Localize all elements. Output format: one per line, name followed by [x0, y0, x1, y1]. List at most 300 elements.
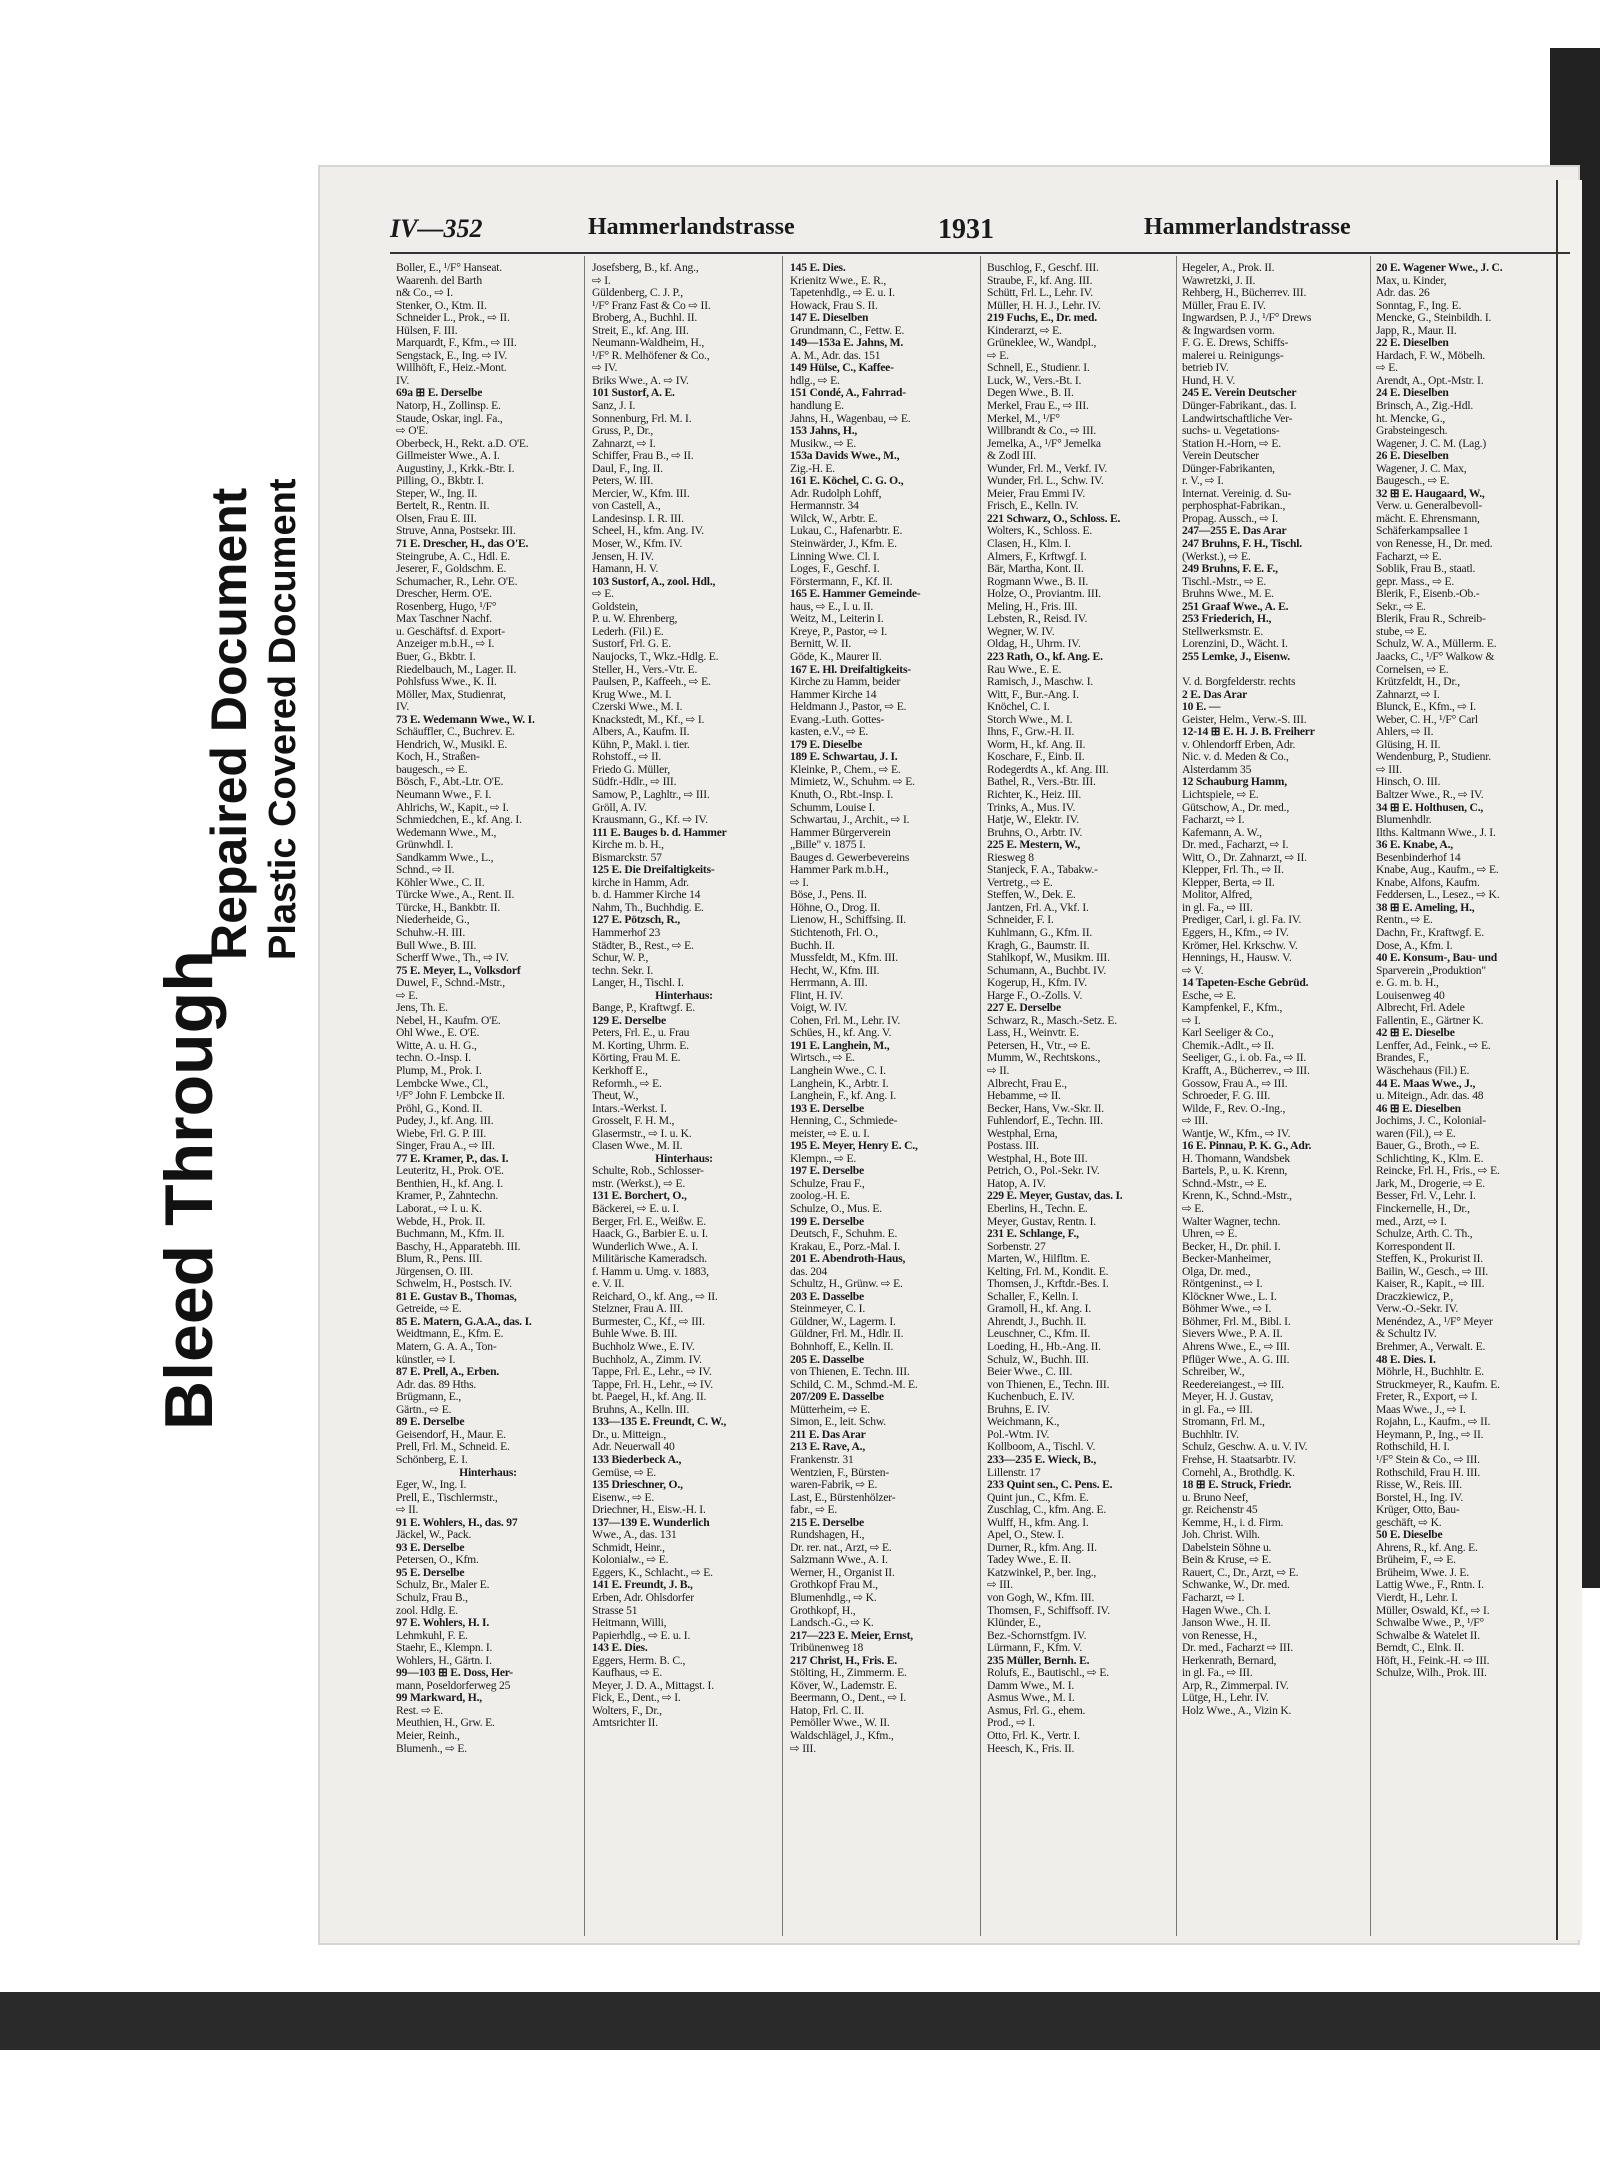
directory-entry: Müller, Frau E. IV. [1182, 299, 1266, 312]
directory-entry: Theut, W., [592, 1090, 639, 1103]
directory-entry: Körting, Frau M. E. [592, 1052, 681, 1065]
directory-entry: Neumann Wwe., F. I. [396, 788, 492, 801]
directory-entry: Kolonialw., ⇨ E. [592, 1554, 669, 1567]
directory-entry: Schnd.-Mstr., ⇨ E. [1182, 1177, 1267, 1190]
directory-entry: Gärtn., ⇨ E. [396, 1403, 452, 1416]
directory-entry: Cohen, Frl. M., Lehr. IV. [790, 1014, 901, 1027]
directory-entry: Schwartau, J., Archit., ⇨ I. [790, 814, 910, 827]
directory-entry: Blumenhdlg., ⇨ K. [790, 1591, 877, 1604]
directory-entry: künstler, ⇨ I. [396, 1353, 456, 1366]
directory-entry: Blum, R., Pens. III. [396, 1253, 483, 1266]
directory-entry: Joh. Christ. Wilh. [1182, 1529, 1260, 1542]
directory-entry: Buchh. II. [790, 939, 835, 952]
directory-entry: Oldag, H., Uhrm. IV. [987, 638, 1081, 651]
directory-entry: Lütge, H., Lehr. IV. [1182, 1692, 1269, 1705]
directory-entry: Wunderlich Wwe., A. I. [592, 1240, 698, 1253]
directory-entry: Pilling, O., Bkbtr. I. [396, 475, 484, 488]
directory-entry: Schnd., ⇨ II. [396, 864, 455, 877]
directory-entry: Merkel, M., ¹/F° [987, 412, 1060, 425]
directory-entry: Duwel, F., Schnd.-Mstr., [396, 977, 505, 990]
directory-entry: Friedo G. Müller, [592, 763, 670, 776]
directory-entry: ht. Mencke, G., [1376, 412, 1446, 425]
directory-entry: waren (Fil.), ⇨ E. [1376, 1127, 1456, 1140]
directory-entry: M. Korting, Uhrm. E. [592, 1039, 689, 1052]
directory-entry: f. Hamm u. Umg. v. 1883, [592, 1265, 709, 1278]
directory-entry: Peters, Frl. E., u. Frau [592, 1027, 690, 1040]
directory-entry: Wäschehaus (Fil.) E. [1376, 1065, 1470, 1077]
directory-entry: Dose, A., Kfm. I. [1376, 939, 1453, 952]
directory-entry: Weidtmann, E., Kfm. E. [396, 1328, 504, 1341]
directory-entry: Dr., u. Mitteign., [592, 1428, 667, 1441]
directory-entry: Heesch, K., Fris. II. [987, 1742, 1075, 1755]
directory-entry: 50 E. Dieselbe [1376, 1529, 1443, 1542]
directory-entry: Facharzt, ⇨ I. [1182, 1591, 1245, 1604]
directory-entry: Prell, E., Tischlermstr., [396, 1491, 498, 1504]
directory-entry: Kirche m. b. H., [592, 839, 664, 852]
directory-entry: Grothkopf Frau M., [790, 1579, 878, 1592]
directory-entry: 22 E. Dieselben [1376, 337, 1449, 350]
directory-entry: Gossow, Frau A., ⇨ III. [1182, 1077, 1288, 1090]
directory-entry: Krenn, K., Schnd.-Mstr., [1182, 1190, 1292, 1203]
directory-entry: 133—135 E. Freundt, C. W., [592, 1416, 727, 1429]
directory-entry: Papierhdlg., ⇨ E. u. I. [592, 1629, 691, 1642]
directory-entry: 221 Schwarz, O., Schloss. E. [987, 512, 1121, 525]
directory-entry: Krakau, E., Porz.-Mal. I. [790, 1240, 900, 1253]
directory-entry: Sievers Wwe., P. A. II. [1182, 1328, 1283, 1341]
directory-entry: Steper, W., Ing. II. [396, 487, 478, 500]
directory-entry: Wagener, J. C. M. (Lag.) [1376, 437, 1487, 450]
directory-entry: Steffen, K., Prokurist II. [1376, 1253, 1483, 1266]
directory-entry: Ahrens Wwe., E., ⇨ III. [1182, 1341, 1290, 1354]
page-number: IV—352 [390, 214, 483, 243]
directory-entry: Reformh., ⇨ E. [592, 1077, 662, 1090]
directory-entry: Ingwardsen, P. J., ¹/F° Drews [1182, 312, 1312, 325]
directory-entry: Holz Wwe., A., Vizin K. [1182, 1704, 1292, 1717]
directory-entry: 127 E. Pötzsch, R., [592, 914, 680, 927]
directory-entry: Verw.-O.-Sekr. IV. [1376, 1303, 1459, 1316]
directory-entry: Weber, C. H., ¹/F° Carl [1376, 713, 1478, 726]
directory-entry: Rogmann Wwe., B. II. [987, 575, 1089, 588]
directory-entry: Buchholz Wwe., E. IV. [592, 1341, 695, 1354]
directory-entry: Baschy, H., Apparatebh. III. [396, 1240, 521, 1253]
directory-entry: Langhein, F., kf. Ang. I. [790, 1090, 897, 1103]
directory-entry: Buschlog, F., Geschf. III. [987, 262, 1099, 274]
directory-entry: Albers, A., Kaufm. II. [592, 726, 690, 739]
directory-entry: 201 E. Abendroth-Haus, [790, 1253, 906, 1266]
directory-entry: techn. O.-Insp. I. [396, 1052, 471, 1065]
directory-entry: ¹/F° Franz Fast & Co ⇨ II. [592, 299, 711, 312]
directory-entry: handlung E. [790, 400, 844, 413]
directory-entry: Brandes, F., [1376, 1052, 1429, 1065]
directory-entry: Bernitt, W. II. [790, 638, 852, 651]
directory-entry: Bohnhoff, E., Kelln. II. [790, 1341, 894, 1354]
directory-entry: Petersen, H., Vtr., ⇨ E. [987, 1039, 1091, 1052]
directory-entry: ¹/F° Stein & Co., ⇨ III. [1376, 1453, 1480, 1466]
directory-entry: Hammer Bürgerverein [790, 826, 891, 839]
directory-entry: Wolters, K., Schloss. E. [987, 525, 1093, 538]
directory-entry: med., Arzt, ⇨ I. [1376, 1215, 1447, 1228]
directory-entry: 149—153a E. Jahns, M. [790, 337, 904, 350]
directory-entry: Rest. ⇨ E. [396, 1704, 444, 1717]
directory-entry: Buchhltr. IV. [1182, 1428, 1239, 1441]
directory-entry: 141 E. Freundt, J. B., [592, 1579, 693, 1592]
directory-entry: Blerik, F., Eisenb.-Ob.- [1376, 588, 1480, 601]
directory-entry: 2 E. Das Arar [1182, 688, 1248, 701]
directory-entry: Kinderarzt, ⇨ E. [987, 324, 1062, 337]
directory-entry: Schnell, E., Studienr. I. [987, 362, 1090, 375]
directory-entry: Merkel, Frau E., ⇨ III. [987, 400, 1089, 413]
directory-entry: Fallentin, E., Gärtner K. [1376, 1014, 1484, 1027]
directory-entry: Olsen, Frau E. III. [396, 512, 477, 525]
directory-entry: Propag. Aussch., ⇨ I. [1182, 512, 1279, 525]
directory-entry: Rau Wwe., E. E. [987, 663, 1062, 676]
directory-entry: Eggers, Herm. B. C., [592, 1654, 686, 1667]
directory-entry: Besenbinderhof 14 [1376, 851, 1461, 864]
directory-entry: 195 E. Meyer, Henry E. C., [790, 1140, 918, 1153]
directory-entry: Jochims, J. C., Kolonial- [1376, 1115, 1486, 1128]
directory-entry: Türcke Wwe., A., Rent. II. [396, 889, 515, 902]
directory-entry: Schwarz, R., Masch.-Setz. E. [987, 1014, 1117, 1027]
directory-entry: Bailin, W., Gesch., ⇨ III. [1376, 1265, 1489, 1278]
directory-entry: Kemme, H., i. d. Firm. [1182, 1516, 1284, 1529]
directory-entry: Frehse, H. Staatsarbtr. IV. [1182, 1453, 1296, 1466]
directory-entry: Knabe, Aug., Kaufm., ⇨ E. [1376, 864, 1499, 877]
directory-entry: Gröll, A. IV. [592, 801, 647, 814]
directory-entry: 73 E. Wedemann Wwe., W. I. [396, 713, 535, 726]
directory-entry: Lebsten, R., Reisd. IV. [987, 613, 1088, 626]
directory-entry: Höft, H., Feink.-H. ⇨ III. [1376, 1654, 1490, 1667]
directory-entry: Buchholz, A., Zimm. IV. [592, 1353, 702, 1366]
directory-entry: Hamann, H. V. [592, 563, 659, 576]
directory-entry: Chemik.-Adlt., ⇨ II. [1182, 1039, 1275, 1052]
directory-entry: Daul, F., Ing. II. [592, 462, 663, 475]
running-head-left: Hammerlandstrasse [588, 214, 795, 240]
directory-entry: Draczkiewicz, P., [1376, 1290, 1454, 1303]
directory-entry: 191 E. Langhein, M., [790, 1039, 890, 1052]
directory-entry: Plump, M., Prok. I. [396, 1065, 482, 1077]
directory-entry: ⇨ E. [592, 588, 614, 601]
directory-entry: 147 E. Dieselben [790, 312, 869, 325]
directory-entry: Geister, Helm., Verw.-S. III. [1182, 713, 1307, 726]
directory-entry: Schulz, Frau B., [396, 1591, 468, 1604]
directory-entry: 48 E. Dies. I. [1376, 1353, 1436, 1366]
directory-entry: Hermannstr. 34 [790, 500, 859, 513]
directory-entry: 247 Bruhns, F. H., Tischl. [1182, 538, 1302, 551]
directory-entry: 245 E. Verein Deutscher [1182, 387, 1297, 400]
directory-entry: ⇨ O'E. [396, 425, 428, 438]
directory-entry: ⇨ V. [1182, 964, 1204, 977]
directory-entry: Apel, O., Stew. I. [987, 1529, 1064, 1542]
directory-entry: Böhmer Wwe., ⇨ I. [1182, 1303, 1272, 1316]
directory-entry: 167 E. Hl. Dreifaltigkeits- [790, 663, 911, 676]
directory-entry: Pemöller Wwe., W. II. [790, 1717, 890, 1730]
directory-entry: 137—139 E. Wunderlich [592, 1516, 710, 1529]
directory-entry: Pflüger Wwe., A. G. III. [1182, 1353, 1290, 1366]
directory-entry: Simon, E., leit. Schw. [790, 1416, 886, 1429]
directory-entry: Kaiser, R., Kapit., ⇨ III. [1376, 1278, 1485, 1291]
directory-entry: Vertretg., ⇨ E. [987, 876, 1053, 889]
directory-entry: Kuhlmann, G., Kfm. II. [987, 926, 1093, 939]
directory-entry: haus, ⇨ E., I. u. II. [790, 600, 874, 613]
directory-entry: Sustorf, Frl. G. E. [592, 638, 671, 651]
directory-entry: Burmester, C., Kf., ⇨ III. [592, 1315, 705, 1328]
directory-entry: Bange, P., Kraftwgf. E. [592, 1002, 695, 1015]
directory-entry: Koch, H., Straßen- [396, 751, 480, 764]
directory-entry: Struckmeyer, R., Kaufm. E. [1376, 1378, 1500, 1391]
directory-entry: u. Miteign., Adr. das. 48 [1376, 1090, 1484, 1103]
directory-entry: Schües, H., kf. Ang. V. [790, 1027, 892, 1040]
directory-entry: 24 E. Dieselben [1376, 387, 1449, 400]
directory-entry: Bruhns, E. IV. [987, 1403, 1051, 1416]
directory-entry: 135 Drieschner, O., [592, 1479, 683, 1492]
directory-entry: 165 E. Hammer Gemeinde- [790, 588, 921, 601]
directory-entry: Südfr.-Hdlr., ⇨ III. [592, 776, 677, 789]
directory-entry: 231 E. Schlange, F., [987, 1228, 1079, 1241]
directory-entry: Krafft, A., Bücherrev., ⇨ III. [1182, 1065, 1310, 1077]
directory-entry: Adr. Neuerwall 40 [592, 1441, 675, 1454]
directory-entry: Mütterheim, ⇨ E. [790, 1403, 870, 1416]
directory-entry: Stichtenoth, Frl. O., [790, 926, 878, 939]
directory-entry: Haack, G., Barbier E. u. I. [592, 1228, 708, 1241]
directory-entry: Howack, Frau S. II. [790, 299, 878, 312]
directory-entry: Jemelka, A., ¹/F° Jemelka [987, 437, 1101, 450]
directory-entry: Bull Wwe., B. III. [396, 939, 477, 952]
directory-entry: Petrich, O., Pol.-Sekr. IV. [987, 1165, 1100, 1178]
directory-entry: Ramisch, J., Maschw. I. [987, 676, 1094, 689]
directory-entry: Wegner, W. IV. [987, 625, 1055, 638]
directory-entry: Kampfenkel, F., Kfm., [1182, 1002, 1283, 1015]
column-rule [782, 256, 783, 1936]
directory-entry: 205 E. Dasselbe [790, 1353, 864, 1366]
directory-entry: Krüger, Otto, Bau- [1376, 1504, 1460, 1517]
directory-entry: Jark, M., Drogerie, ⇨ E. [1376, 1177, 1485, 1190]
directory-entry: Pohlsfuss Wwe., K. II. [396, 676, 497, 689]
directory-entry: Neumann-Waldheim, H., [592, 337, 705, 350]
directory-entry: Waarenh. del Barth [396, 274, 482, 287]
directory-entry: Richter, K., Heiz. III. [987, 788, 1082, 801]
directory-entry: Durner, R., kfm. Ang. II. [987, 1541, 1097, 1554]
directory-entry: geschäft, ⇨ K. [1376, 1516, 1442, 1529]
directory-entry: Güldenberg, C. J. P., [592, 287, 683, 300]
directory-entry: Schäferkampsallee 1 [1376, 525, 1469, 538]
directory-entry: Meyer, H. J. Gustav, [1182, 1391, 1274, 1404]
directory-entry: Stahlkopf, W., Musikm. III. [987, 952, 1110, 965]
directory-entry: Hinterhaus: [459, 1466, 517, 1479]
directory-column-2 [592, 262, 776, 1942]
directory-entry: Besser, Frl. V., Lehr. I. [1376, 1190, 1476, 1203]
directory-entry: Prell, Frl. M., Schneid. E. [396, 1441, 510, 1454]
directory-entry: 235 Müller, Bernh. E. [987, 1654, 1090, 1667]
directory-entry: 131 E. Borchert, O., [592, 1190, 687, 1203]
directory-entry: Bein & Kruse, ⇨ E. [1182, 1554, 1272, 1567]
directory-entry: 71 E. Drescher, H., das O'E. [396, 538, 529, 551]
directory-entry: Struve, Anna, Postsekr. III. [396, 525, 516, 538]
directory-entry: 253 Friederich, H., [1182, 613, 1272, 626]
directory-entry: Höhne, O., Drog. II. [790, 901, 881, 914]
directory-entry: ⇨ III. [1182, 1115, 1208, 1128]
directory-entry: kasten, e.V., ⇨ E. [790, 726, 869, 739]
directory-entry: Fuhlendorf, E., Techn. III. [987, 1115, 1103, 1128]
directory-entry: Heymann, P., Ing., ⇨ II. [1376, 1428, 1484, 1441]
directory-entry: Leuschner, C., Kfm. II. [987, 1328, 1091, 1341]
directory-entry: Anzeiger m.b.H., ⇨ I. [396, 638, 495, 651]
directory-entry: 14 Tapeten-Esche Gebrüd. [1182, 977, 1309, 990]
directory-entry: Loeding, H., Hb.-Ang. II. [987, 1341, 1101, 1354]
directory-entry: Buhle Wwe. B. III. [592, 1328, 678, 1341]
directory-entry: Dachn, Fr., Kraftwgf. E. [1376, 926, 1484, 939]
directory-entry: Schroeder, F. G. III. [1182, 1090, 1271, 1103]
directory-entry: Lehmkuhl, F. E. [396, 1629, 468, 1642]
directory-entry: 87 E. Prell, A., Erben. [396, 1366, 500, 1379]
directory-entry: Meuthien, H., Grw. E. [396, 1717, 495, 1730]
directory-entry: Peters, W. III. [592, 475, 654, 488]
directory-entry: Schütt, Frl. L., Lehr. IV. [987, 287, 1094, 300]
directory-entry: Städter, B., Rest., ⇨ E. [592, 939, 694, 952]
directory-entry: Seeliger, G., i. ob. Fa., ⇨ II. [1182, 1052, 1307, 1065]
directory-entry: Adr. das. 26 [1376, 287, 1430, 300]
directory-entry: gepr. Mass., ⇨ E. [1376, 575, 1455, 588]
directory-entry: V. d. Borgfelderstr. rechts [1182, 676, 1296, 689]
directory-entry: Korrespondent II. [1376, 1240, 1456, 1253]
directory-entry: Station H.-Horn, ⇨ E. [1182, 437, 1281, 450]
directory-entry: Müller, H. H. J., Lehr. IV. [987, 299, 1101, 312]
directory-entry: Grabsteingesch. [1376, 425, 1448, 438]
directory-entry: Langer, H., Tischl. I. [592, 977, 684, 990]
directory-entry: u. Bruno Neef, [1182, 1491, 1249, 1504]
directory-entry: Witt, O., Dr. Zahnarzt, ⇨ II. [1182, 851, 1307, 864]
directory-entry: 97 E. Wohlers, H. I. [396, 1617, 490, 1630]
directory-entry: Meling, H., Fris. III. [987, 600, 1078, 613]
directory-entry: 219 Fuchs, E., Dr. med. [987, 312, 1097, 325]
directory-entry: Schulz, W. A., Müllerm. E. [1376, 638, 1497, 651]
directory-entry: 26 E. Dieselben [1376, 450, 1449, 463]
directory-entry: Meier, Reinh., [396, 1729, 460, 1742]
directory-entry: ⇨ I. [790, 876, 809, 889]
directory-entry: Stölting, H., Zimmerm. E. [790, 1667, 907, 1680]
directory-entry: malerei u. Reinigungs- [1182, 349, 1284, 362]
directory-entry: von Gogh, W., Kfm. III. [987, 1591, 1095, 1604]
directory-entry: Rentn., ⇨ E. [1376, 914, 1433, 927]
directory-entry: Bär, Martha, Kont. II. [987, 563, 1084, 576]
directory-entry: Storch Wwe., M. I. [987, 713, 1073, 726]
directory-column-5 [1182, 262, 1366, 1942]
directory-entry: Heitmann, Willi, [592, 1617, 667, 1630]
directory-entry: Schulze, Wilh., Prok. III. [1376, 1667, 1487, 1680]
directory-entry: Marquardt, F., Kfm., ⇨ III. [396, 337, 517, 350]
directory-entry: Ihns, F., Grw.-H. II. [987, 726, 1075, 739]
directory-entry: „Bille" v. 1875 I. [790, 839, 866, 852]
directory-entry: Menéndez, A., ¹/F° Meyer [1376, 1315, 1493, 1328]
directory-entry: Krienitz Wwe., E. R., [790, 274, 887, 287]
directory-entry: 16 E. Pinnau, P. K. G., Adr. [1182, 1140, 1312, 1153]
directory-entry: Lichtspiele, ⇨ E. [1182, 788, 1259, 801]
directory-entry: Schwanke, W., Dr. med. [1182, 1579, 1290, 1592]
directory-entry: Baltzer Wwe., R., ⇨ IV. [1376, 788, 1484, 801]
directory-entry: 46 ⊞ E. Dieselben [1376, 1102, 1461, 1115]
directory-entry: Ahrens, R., kf. Ang. E. [1376, 1541, 1478, 1554]
directory-entry: Reedereiangest., ⇨ III. [1182, 1378, 1285, 1391]
directory-entry: 251 Graaf Wwe., A. E. [1182, 600, 1289, 613]
directory-entry: Wulff, H., kfm. Ang. I. [987, 1516, 1089, 1529]
directory-entry: Förstermann, F., Kf. II. [790, 575, 893, 588]
directory-entry: Hendrich, W., Musikl. E. [396, 738, 508, 751]
directory-entry: Natorp, H., Zollinsp. E. [396, 400, 501, 413]
directory-entry: Sonnenburg, Frl. M. I. [592, 412, 692, 425]
directory-entry: Louisenweg 40 [1376, 989, 1445, 1002]
directory-entry: Trinks, A., Mus. IV. [987, 801, 1076, 814]
directory-entry: Schild, C. M., Schmd.-M. E. [790, 1378, 918, 1391]
directory-entry: Eger, W., Ing. I. [396, 1479, 467, 1492]
directory-entry: Lorenzini, D., Wächt. I. [1182, 638, 1288, 651]
directory-entry: Wantje, W., Kfm., ⇨ IV. [1182, 1127, 1291, 1140]
directory-entry: Uhren, ⇨ E. [1182, 1228, 1238, 1241]
directory-entry: Nic. v. d. Meden & Co., [1182, 751, 1289, 764]
directory-entry: Gramoll, H., kf. Ang. I. [987, 1303, 1092, 1316]
directory-entry: Zahnarzt, ⇨ I. [592, 437, 656, 450]
directory-entry: Bismarckstr. 57 [592, 851, 662, 864]
directory-entry: 10 E. — [1182, 701, 1221, 714]
directory-entry: P. u. W. Ehrenberg, [592, 613, 678, 626]
directory-entry: Briks Wwe., A. ⇨ IV. [592, 374, 689, 387]
directory-entry: Finckernelle, H., Dr., [1376, 1203, 1470, 1216]
directory-entry: Boller, E., ¹/F° Hanseat. [396, 262, 503, 274]
directory-entry: Jantzen, Frl. A., Vkf. I. [987, 901, 1089, 914]
directory-entry: Frisch, E., Kelln. IV. [987, 500, 1079, 513]
directory-entry: Schwelm, H., Postsch. IV. [396, 1278, 512, 1291]
directory-entry: Lürmann, F., Kfm. V. [987, 1642, 1083, 1655]
directory-entry: & Ingwardsen vorm. [1182, 324, 1275, 337]
directory-entry: Tribünenweg 18 [790, 1642, 864, 1655]
directory-entry: Evang.-Luth. Gottes- [790, 713, 885, 726]
directory-entry: 143 E. Dies. [592, 1642, 648, 1655]
directory-entry: Witt, F., Bur.-Ang. I. [987, 688, 1079, 701]
directory-entry: b. d. Hammer Kirche 14 [592, 889, 701, 902]
directory-entry: 34 ⊞ E. Holthusen, C., [1376, 801, 1484, 814]
directory-entry: Loges, F., Geschf. I. [790, 563, 880, 576]
directory-entry: Gillmeister Wwe., A. I. [396, 450, 500, 463]
directory-entry: Blumenhdlr. [1376, 814, 1432, 827]
directory-entry: 233—235 E. Wieck, B., [987, 1453, 1097, 1466]
directory-entry: Knuth, O., Rbt.-Insp. I. [790, 788, 894, 801]
directory-entry: Ilths. Kaltmann Wwe., J. I. [1376, 826, 1496, 839]
directory-entry: 32 ⊞ E. Haugaard, W., [1376, 487, 1485, 500]
directory-entry: IV. [396, 374, 410, 387]
directory-entry: Herkenrath, Bernard, [1182, 1654, 1277, 1667]
directory-entry: Klepper, Frl. Th., ⇨ II. [1182, 864, 1284, 877]
directory-entry: Kelting, Frl. M., Kondit. E. [987, 1265, 1109, 1278]
directory-entry: Landsch.-G., ⇨ K. [790, 1617, 874, 1630]
directory-entry: Thomsen, F., Schiffsoff. IV. [987, 1604, 1110, 1617]
directory-entry: Schneider L., Prok., ⇨ II. [396, 312, 510, 325]
directory-entry: Schiffer, Frau B., ⇨ II. [592, 450, 694, 463]
directory-entry: Facharzt, ⇨ I. [1182, 814, 1245, 827]
directory-entry: von Thienen, E. Techn. III. [790, 1366, 910, 1379]
directory-entry [1182, 664, 1366, 677]
directory-entry: Stellwerksmstr. E. [1182, 625, 1264, 638]
directory-entry: bt. Paegel, H., kf. Ang. II. [592, 1391, 707, 1404]
directory-entry: 151 Condé, A., Fahrrad- [790, 387, 906, 400]
directory-entry: Brüheim, F., ⇨ E. [1376, 1554, 1456, 1567]
directory-entry: Zahnarzt, ⇨ I. [1376, 688, 1440, 701]
directory-entry: Pol.-Wtm. IV. [987, 1428, 1050, 1441]
directory-entry: Bauer, G., Broth., ⇨ E. [1376, 1140, 1480, 1153]
running-head-right: Hammerlandstrasse [1144, 214, 1351, 240]
directory-entry: ⇨ III. [987, 1579, 1013, 1592]
directory-entry: Hund, H. V. [1182, 374, 1236, 387]
directory-entry: Olga, Dr. med., [1182, 1265, 1251, 1278]
directory-entry: Kogerup, H., Kfm. IV. [987, 977, 1087, 990]
directory-entry: Rolufs, E., Bautischl., ⇨ E. [987, 1667, 1109, 1680]
